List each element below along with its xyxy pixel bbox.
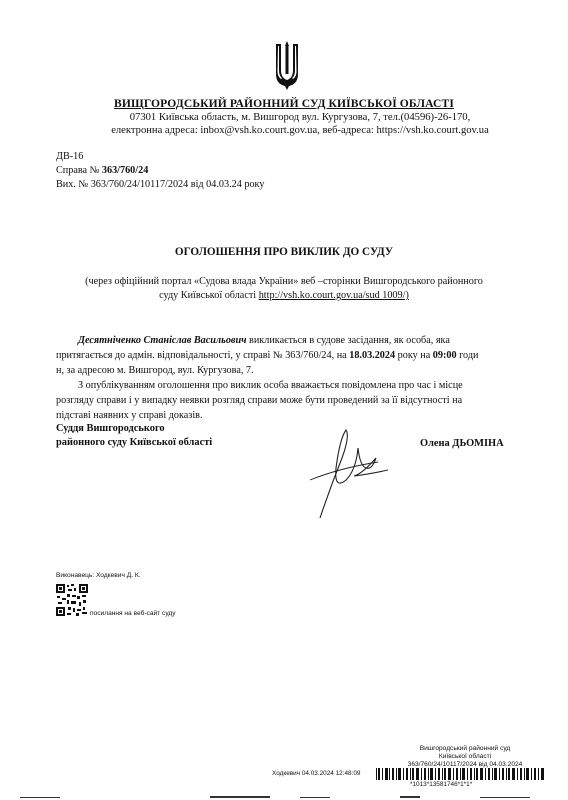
body-line-2: притягається до адмін. відповідальності, у справі № 363/760/24, на 18.03.2024 року на 09:00 годи	[56, 350, 479, 361]
qr-caption: посилання на веб-сайт суду	[90, 610, 176, 617]
case-label: Справа №	[56, 165, 102, 176]
registration-stamp-number: 363/760/24/10117/2024 від 04.03.2024	[407, 761, 523, 768]
scan-edge-artifact	[0, 794, 568, 800]
notice-title: ОГОЛОШЕННЯ ПРО ВИКЛИК ДО СУДУ	[174, 246, 394, 258]
case-number: 363/760/24	[101, 165, 149, 176]
hearing-date: 18.03.2024	[349, 350, 396, 361]
body-line-3: н, за адресою м. Вишгород, вул. Кургузова, 7.	[56, 365, 254, 376]
form-code: ДВ-16	[56, 151, 84, 162]
judge-role-line2: районного суду Київської області	[56, 437, 213, 448]
body-line-1: Десятніченко Станіслав Васильович викликається в судове засідання, як особа, яка	[78, 335, 450, 346]
notice-subtitle-line1: (через офіційний портал «Судова влада України» веб –сторінки Вишгородського районного	[85, 276, 483, 287]
body-line-6: підставі наявних у справі доказів.	[56, 410, 203, 421]
court-contacts: електронна адреса: inbox@vsh.ko.court.gov.ua, веб-адреса: https://vsh.ko.court.gov.ua	[111, 125, 489, 136]
judge-role-line1: Суддя Вишгородського	[56, 423, 165, 434]
outgoing-number: Вих. № 363/760/24/10117/2024 від 04.03.24 року	[56, 179, 265, 190]
summoned-person: Десятніченко Станіслав Васильович	[78, 335, 247, 346]
body-line-5: розгляду справи і у випадку неявки розгляд справи може бути проведений за її відсутності на	[56, 395, 463, 406]
barcode-number: *1013*13581746*1*1*	[410, 781, 473, 788]
notice-subtitle-line2	[0, 290, 568, 301]
executor-timestamp: Ходкевич 04.03.2024 12:48:09	[272, 770, 361, 777]
notice-subtitle-prefix: суду Київської області	[159, 290, 259, 301]
executor-note: Виконавець: Ходкевич Д. К.	[56, 572, 141, 579]
body-line-4: З опублікуванням оголошення про виклик особа вважається повідомлена про час і місце	[78, 380, 463, 391]
judge-name: Олена ДЬОМІНА	[420, 438, 504, 449]
coat-of-arms-icon	[272, 40, 302, 92]
case-reference	[56, 165, 148, 176]
registration-stamp-court: Вишгородський районний суд	[419, 745, 511, 752]
hearing-time: 09:00	[432, 350, 457, 361]
court-address: 07301 Київська область, м. Вишгород вул. Кургузова, 7, тел.(04596)-26-170,	[129, 112, 471, 123]
court-site-link[interactable]: http://vsh.ko.court.gov.ua/sud 1009/)	[258, 290, 409, 301]
court-name: ВИЩГОРОДСЬКИЙ РАЙОННИЙ СУД КИЇВСЬКОЇ ОБЛАСТІ	[114, 97, 454, 110]
qr-code-icon[interactable]	[55, 583, 89, 617]
handwritten-signature	[300, 418, 400, 528]
registration-stamp-region: Київської області	[438, 753, 492, 760]
barcode-icon	[376, 768, 546, 780]
